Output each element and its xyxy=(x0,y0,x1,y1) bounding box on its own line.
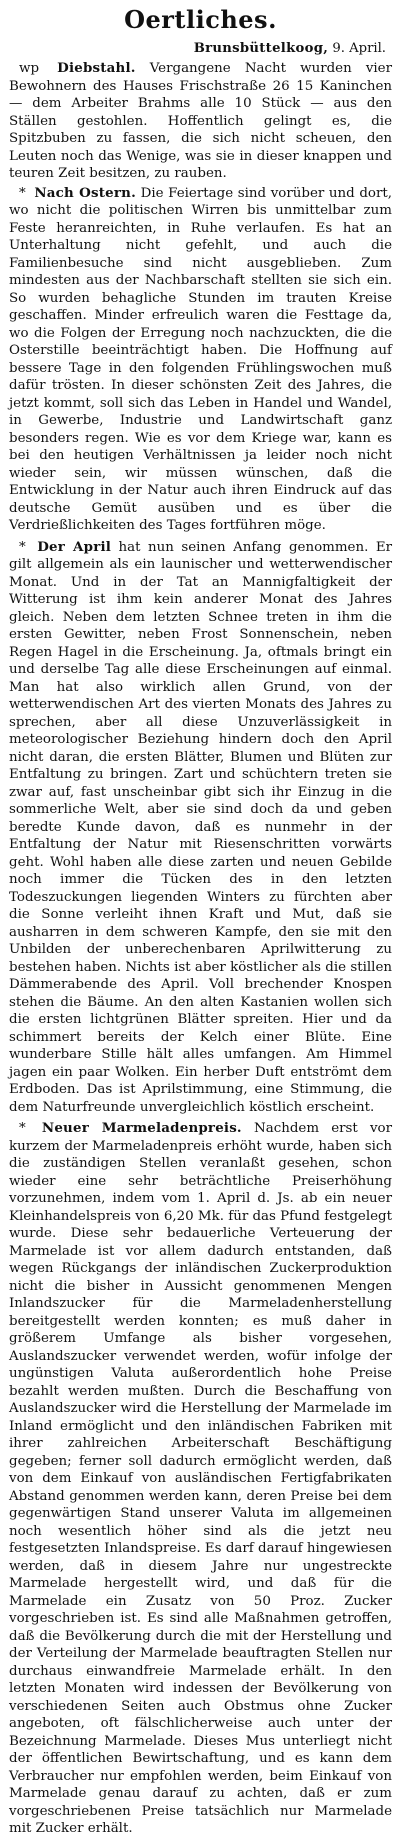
article-theft-body: Vergangene Nacht wurden vier Bewohnern des Hauses Frischstraße 26 15 Kaninchen — dem Arbeiter Brahms alle 10 Stück — aus den Ställen gestohlen. Hoffentlich gelingt es, die Spitzbuben zu fassen, die sich nicht scheuen, den Leuten noch das Wenige, was sie in dieser knappen und teuren Zeit besitzen, zu rauben. xyxy=(9,61,393,181)
dateline-place: Brunsbüttelkoog, xyxy=(193,41,329,56)
dateline-date: 9. April. xyxy=(332,41,386,56)
article-after-easter xyxy=(9,185,392,535)
article-theft-headline: Diebstahl. xyxy=(57,60,136,76)
article-after-easter-headline: Nach Ostern. xyxy=(34,184,136,201)
article-theft-prefix: wp xyxy=(19,61,40,76)
article-marmalade-headline: Neuer Marmeladenpreis. xyxy=(41,1120,242,1136)
article-marmalade-body: Nachdem erst vor kurzem der Marmeladenpreis erhöht wurde, haben sich die zuständigen Stellen veranlaßt gesehen, schon wieder eine sehr beträchtliche Preiserhöhung vorzunehmen, indem vom 1. April d. Js. ab ein neuer Kleinhandelspreis von 6,20 Mk. für das Pfund festgelegt wurde. Diese sehr bedauerliche Verteuerung der Marmelade ist vor allem dadurch entstanden, daß wegen Rückgangs der inländischen Zuckerproduktion nicht die bisher in Aussicht genommenen Mengen Inlandszucker für die Marmeladenherstellung bereitgestellt werden konnten; es muß daher in größerem Umfange als bisher vorgesehen, Auslandszucker verwendet werden, wofür infolge der ungünstigen Valuta außerordentlich hohe Preise bezahlt werden mußten. Durch die Beschaffung von Auslandszucker wird die Herstellung der Marmelade im Inland ermöglicht und den inländischen Fabriken mit ihrer zahlreichen Arbeiterschaft Beschäftigung gegeben; ferner soll dadurch ermöglicht werden, daß von dem Einkauf von ausländischen Fertigfabrikaten Abstand genommen werden kann, deren Preise bei dem gegenwärtigen Stand unserer Valuta im allgemeinen noch wesentlich höher sind als die jetzt neu festgesetzten Inlandspreise. Es darf darauf hingewiesen werden, daß in diesem Jahre nur ungestreckte Marmelade hergestellt wird, und daß für die Marmelade ein Zusatz von 50 Proz. Zucker vorgeschrieben ist. Es sind alle Maßnahmen getroffen, daß die Bevölkerung durch die mit der Herstellung und der Verteilung der Marmelade beauftragten Stellen nur durchaus einwandfreie Marmelade erhält. In den letzten Monaten wird indessen der Bevölkerung von verschiedenen Seiten auch Obstmus ohne Zucker angeboten, oft fälschlicherweise auch unter der Bezeichnung Marmelade. Dieses Mus unterliegt nicht der öffentlichen Bewirtschaftung, und es kann dem Verbraucher nur empfohlen werden, beim Einkauf von Marmelade genau darauf zu achten, daß er zum vorgeschriebenen Preise tatsächlich nur Marmelade mit Zucker erhält. xyxy=(9,1121,392,1836)
article-april-headline: Der April xyxy=(37,538,112,555)
article-marmalade-price xyxy=(9,1120,392,1838)
article-marmalade-prefix: * xyxy=(19,1121,26,1136)
dateline xyxy=(9,40,386,58)
article-after-easter-body: Die Feiertage sind vorüber und dort, wo nicht die politischen Wirren bis unmittelbar zum Feste heranreichten, in Ruhe verlaufen. Es hat an Unterhaltung nicht gefehlt, und auch die Familienbesuche sind nicht ausgeblieben. Zum mindesten aus der Nachbarschaft stellten sie sich ein. So wurden behagliche Stunden im trauten Kreise geschaffen. Minder erfreulich waren die Festtage da, wo die Folgen der Erregung noch nachzuckten, die die Osterstille beeinträchtigt haben. Die Hoffnung auf bessere Tage in den folgenden Frühlingswochen muß dafür trösten. In dieser schönsten Zeit des Jahres, die jetzt kommt, soll sich das Leben in Handel und Wandel, in Gewerbe, Industrie und Landwirtschaft ganz besonders regen. Wie es vor dem Kriege war, kann es bei den heutigen Verhältnissen ja leider noch nicht wieder sein, wir müssen wünschen, daß die Entwicklung in der Natur auch ihren Eindruck auf das deutsche Gemüt ausüben und es über die Verdrießlichkeiten des Tages fortführen möge. xyxy=(9,185,393,533)
article-theft xyxy=(9,60,392,183)
article-after-easter-prefix: * xyxy=(19,185,26,201)
article-april-prefix: * xyxy=(19,539,26,555)
article-april xyxy=(9,539,392,1117)
section-title: Oertliches. xyxy=(124,5,277,34)
article-april-body: hat nun seinen Anfang genommen. Er gilt allgemein als ein launischer und wetterwendischer Monat. Und in der Tat an Mannigfaltigkeit der Witterung ist ihm kein anderer Monat des Jahres gleich. Neben dem letzten Schnee treten in ihm die ersten Gewitter, neben Frost Sonnenschein, neben Regen Hagel in die Erscheinung. Ja, oftmals bringt ein und derselbe Tag alle diese Erscheinungen auf einmal. Man hat also wirklich allen Grund, von der wetterwendischen Art des vierten Monats des Jahres zu sprechen, aber all diese Unzuverlässigkeit in meteorologischer Beziehung hindern doch den April nicht daran, die ersten Blätter, Blumen und Blüten zur Entfaltung zu bringen. Zart und schüchtern treten sie zwar auf, fast unscheinbar gibt sich ihr Einzug in die sommerliche Welt, aber sie sind doch da und geben beredte Kunde davon, daß es nunmehr in der Entfaltung der Natur mit Riesenschritten vorwärts geht. Wohl haben alle diese zarten und neuen Gebilde noch immer die Tücken des in den letzten Todeszuckungen liegenden Winters zu fürchten aber die Sonne verleiht ihnen Kraft und Mut, daß sie ausharren in dem schweren Kampfe, den sie mit den Unbilden der unberechenbaren Aprilwitterung zu bestehen haben. Nichts ist aber köstlicher als die stillen Dämmerabende des April. Voll brechender Knospen stehen die Bäume. An den alten Kastanien wollen sich die ersten lichtgrünen Blätter spreiten. Hier und da schimmert bereits der Kelch einer Blüte. Eine wunderbare Stille hält alles umfangen. Am Himmel jagen ein paar Wolken. Ein herber Duft entströmt dem Erdboden. Das ist Aprilstimmung, eine Stimmung, die dem Naturfreunde unvergleichlich köstlich erscheint. xyxy=(9,539,392,1115)
